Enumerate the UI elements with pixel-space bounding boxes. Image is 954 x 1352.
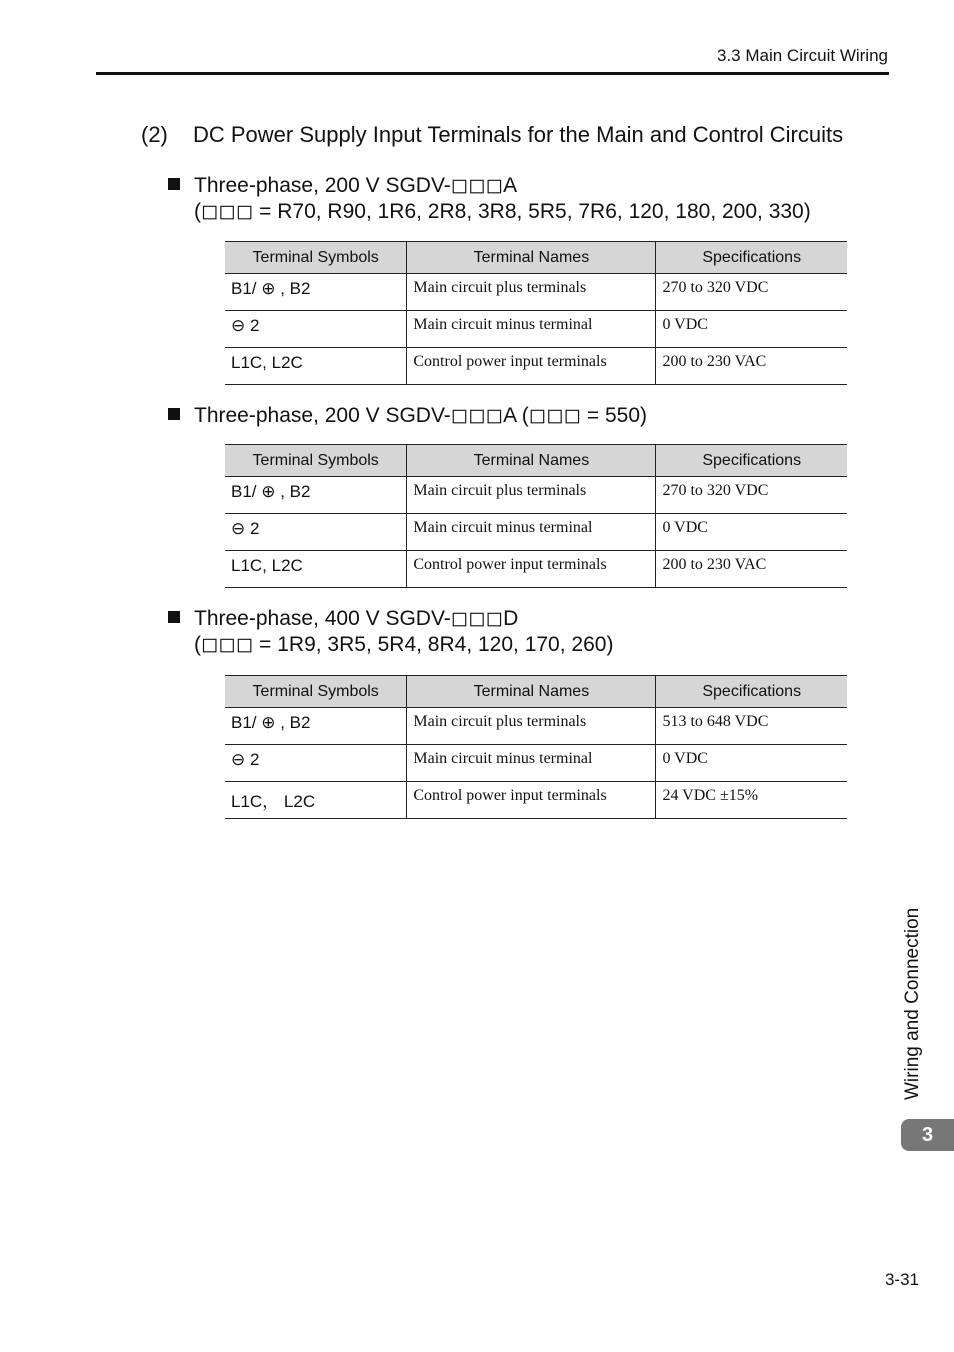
terminal-symbol: ⊖ 2	[225, 745, 407, 782]
terminal-table-1	[225, 241, 847, 385]
terminal-spec: 24 VDC ±15%	[656, 782, 847, 819]
terminal-symbol: L1C, L2C	[225, 551, 407, 588]
terminal-name: Main circuit minus terminal	[407, 514, 656, 551]
terminal-name: Main circuit plus terminals	[407, 477, 656, 514]
terminal-symbol: L1C， L2C	[225, 782, 407, 819]
terminal-symbol: B1/ ⊕ , B2	[225, 477, 407, 514]
subsection-heading-line1: Three-phase, 200 V SGDV-◻◻◻A (◻◻◻ = 550)	[194, 404, 648, 427]
column-header: Terminal Names	[407, 445, 656, 477]
running-header: 3.3 Main Circuit Wiring	[717, 46, 888, 65]
section-heading	[141, 122, 843, 148]
subsection-heading-3	[168, 606, 613, 658]
terminal-name: Main circuit plus terminals	[407, 274, 656, 311]
table-row	[225, 782, 847, 819]
column-header: Specifications	[656, 676, 847, 708]
header-rule	[96, 72, 889, 75]
column-header: Specifications	[656, 242, 847, 274]
table-row	[225, 745, 847, 782]
square-bullet-icon	[168, 178, 180, 190]
table-row	[225, 708, 847, 745]
terminal-name: Control power input terminals	[407, 348, 656, 385]
subsection-heading-2	[168, 403, 647, 429]
section-title: DC Power Supply Input Terminals for the Main and Control Circuits	[193, 122, 844, 147]
terminal-spec: 270 to 320 VDC	[656, 477, 847, 514]
terminal-table-3	[225, 675, 847, 819]
chapter-sidebar-label: Wiring and Connection	[902, 907, 923, 1100]
terminal-spec: 0 VDC	[656, 514, 847, 551]
subsection-heading-line1: Three-phase, 200 V SGDV-◻◻◻A	[194, 174, 518, 197]
terminal-spec: 200 to 230 VAC	[656, 551, 847, 588]
table-row	[225, 274, 847, 311]
column-header: Terminal Names	[407, 242, 656, 274]
subsection-heading-line2: (◻◻◻ = 1R9, 3R5, 5R4, 8R4, 120, 170, 260)	[194, 633, 614, 656]
terminal-spec: 270 to 320 VDC	[656, 274, 847, 311]
table-header-row	[225, 676, 847, 708]
terminal-name: Control power input terminals	[407, 551, 656, 588]
table-header-row	[225, 445, 847, 477]
terminal-symbol: ⊖ 2	[225, 514, 407, 551]
chapter-tab: 3	[901, 1119, 954, 1151]
terminal-table-2	[225, 444, 847, 588]
section-number: (2)	[141, 122, 168, 147]
terminal-symbol: ⊖ 2	[225, 311, 407, 348]
terminal-name: Main circuit minus terminal	[407, 311, 656, 348]
terminal-symbol: B1/ ⊕ , B2	[225, 708, 407, 745]
subsection-heading-line2: (◻◻◻ = R70, R90, 1R6, 2R8, 3R8, 5R5, 7R6, 120, 180, 200, 330)	[194, 200, 811, 223]
terminal-spec: 0 VDC	[656, 311, 847, 348]
table-row	[225, 348, 847, 385]
terminal-name: Main circuit minus terminal	[407, 745, 656, 782]
table-header-row	[225, 242, 847, 274]
subsection-heading-line1: Three-phase, 400 V SGDV-◻◻◻D	[194, 607, 519, 630]
square-bullet-icon	[168, 611, 180, 623]
terminal-symbol: L1C, L2C	[225, 348, 407, 385]
table-row	[225, 311, 847, 348]
terminal-symbol: B1/ ⊕ , B2	[225, 274, 407, 311]
column-header: Terminal Symbols	[225, 676, 407, 708]
column-header: Terminal Symbols	[225, 445, 407, 477]
column-header: Terminal Names	[407, 676, 656, 708]
table-row	[225, 514, 847, 551]
column-header: Specifications	[656, 445, 847, 477]
subsection-heading-1	[168, 173, 811, 225]
terminal-spec: 513 to 648 VDC	[656, 708, 847, 745]
terminal-name: Main circuit plus terminals	[407, 708, 656, 745]
column-header: Terminal Symbols	[225, 242, 407, 274]
table-row	[225, 477, 847, 514]
page-number: 3-31	[884, 1270, 919, 1289]
square-bullet-icon	[168, 408, 180, 420]
terminal-spec: 200 to 230 VAC	[656, 348, 847, 385]
table-row	[225, 551, 847, 588]
terminal-name: Control power input terminals	[407, 782, 656, 819]
terminal-spec: 0 VDC	[656, 745, 847, 782]
